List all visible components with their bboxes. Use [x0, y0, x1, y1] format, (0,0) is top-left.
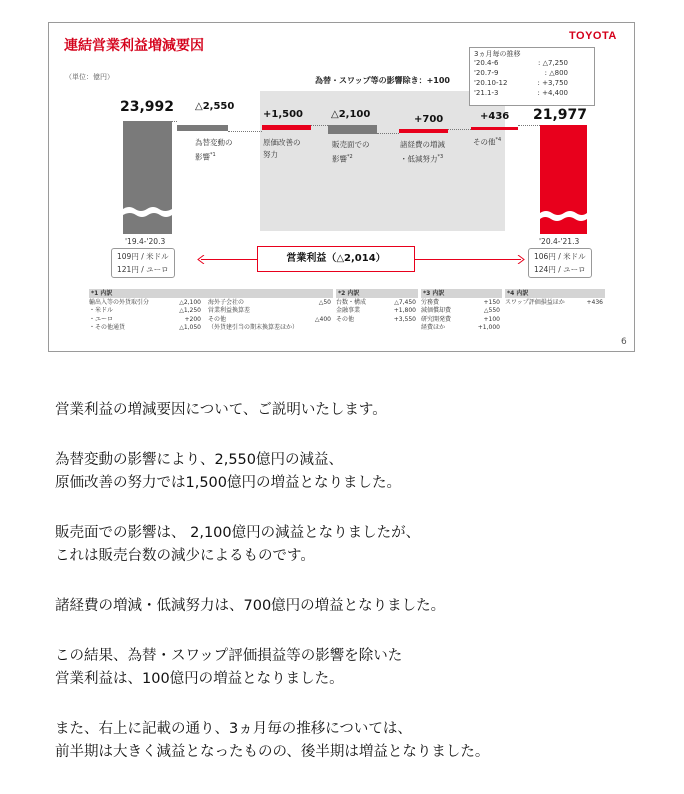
connector-line: [448, 129, 471, 130]
footnote-value: △1,250: [179, 307, 201, 315]
cost-reduction-label: 原価改善の 努力: [263, 138, 301, 159]
quarterly-row: '21.1-3 : +4,400: [474, 89, 568, 97]
footnote-value: +200: [184, 315, 201, 323]
footnote-value: +1,000: [477, 323, 500, 331]
footnote-row: [421, 316, 500, 324]
footnote-value: △550: [483, 307, 500, 315]
footnote-2-header: *2 内訳: [336, 289, 418, 298]
expenses-bar: [399, 129, 448, 133]
quarterly-row: '20.7-9 : △800: [474, 69, 568, 77]
footnote-label: ・米ドル: [89, 307, 114, 315]
connector-line: [311, 125, 328, 126]
footnote-label: 輸出入等の外貨取引分: [89, 299, 150, 306]
connector-line: [172, 121, 177, 122]
marketing-label: 販売面での 影響$^{*2}$: [332, 140, 370, 164]
footnote-row: [336, 316, 416, 324]
footnote-row: [336, 307, 416, 315]
footnote-1-header: *1 内訳: [89, 289, 333, 298]
narration-paragraph: [55, 718, 675, 764]
end-value: 21,977: [533, 107, 588, 123]
connector-line: [518, 125, 540, 126]
footnote-row: [421, 307, 500, 315]
quarterly-trend-box: [469, 47, 595, 106]
footnote-row: [208, 324, 331, 332]
footnote-label: 金融事業: [336, 307, 361, 315]
footnote-3-header: *3 内訳: [421, 289, 502, 298]
end-bar: [540, 125, 587, 234]
footnote-label: ・ユーロ: [89, 315, 114, 323]
footnote-value: △2,100: [179, 299, 201, 306]
footnote-label: スワップ評価損益ほか: [505, 299, 565, 306]
unit-label: （単位：億円）: [65, 73, 114, 81]
footnote-label: その他: [336, 315, 355, 323]
narration-text: [55, 399, 675, 764]
end-period: '20.4-'21.3: [539, 237, 580, 246]
narration-paragraph: [55, 449, 675, 495]
footnote-1-right: [208, 299, 331, 332]
arrow-line-right: [413, 259, 521, 260]
fx-swap-note: 為替・スワップ等の影響除き：+100: [314, 76, 450, 85]
footnote-label: （外貨建引当の期末換算差ほか）: [208, 323, 299, 331]
footnote-value: +436: [586, 299, 603, 306]
footnote-3-list: [421, 299, 500, 332]
footnote-row: [89, 307, 201, 315]
narration-paragraph: [55, 522, 675, 568]
start-period: '19.4-'20.3: [125, 237, 166, 246]
footnote-label: 台数・構成: [336, 299, 367, 306]
narration-line: 販売面での影響は、 2,100億円の減益となりましたが、: [55, 525, 421, 541]
start-bar: [123, 121, 172, 234]
fx-impact-label: 為替変動の 影響$^{*1}$: [195, 138, 233, 162]
footnote-label: 研究開発費: [421, 315, 452, 323]
footnote-row: [505, 299, 603, 307]
footnote-label: 経費ほか: [421, 323, 446, 331]
footnote-value: +100: [483, 315, 500, 323]
footnote-row: [208, 316, 331, 324]
footnote-label: 海外子会社の: [208, 299, 245, 306]
arrow-left-icon: [197, 255, 205, 264]
narration-line: 原価改善の努力では1,500億円の増益となりました。: [55, 475, 402, 491]
footnote-label: その他: [208, 315, 227, 323]
footnote-value: △7,450: [394, 299, 416, 306]
other-label: その他$^{*4}$: [473, 137, 502, 147]
footnote-label: ・その他通貨: [89, 323, 126, 331]
arrow-right-icon: [517, 255, 525, 264]
slide-title: 連結営業利益増減要因: [64, 38, 204, 54]
narration-line: 前半期は大きく減益となったものの、後半期は増益となりました。: [55, 744, 490, 760]
end-fx-rates: 106円 / 米ドル 124円 / ユーロ: [528, 248, 592, 278]
footnote-1-left: [89, 299, 201, 332]
footnote-value: +3,550: [393, 315, 416, 323]
expenses-label: 諸経費の増減 ・低減努力$^{*3}$: [400, 140, 445, 164]
quarterly-row: '20.4-6 : △7,250: [474, 59, 568, 67]
narration-line: これは販売台数の減少によるものです。: [55, 548, 315, 564]
cost-reduction-value: +1,500: [263, 109, 304, 120]
toyota-logo: TOYOTA: [569, 30, 617, 42]
break-wave-icon: [540, 209, 587, 223]
footnote-2-list: [336, 299, 416, 324]
footnote-value: +150: [483, 299, 500, 306]
start-fx-rates: 109円 / 米ドル 121円 / ユーロ: [111, 248, 175, 278]
footnote-value: +1,800: [393, 307, 416, 315]
narration-paragraph: [55, 595, 675, 618]
operating-income-box: 営業利益（△2,014）: [257, 246, 415, 272]
narration-paragraph: [55, 399, 675, 422]
fx-impact-value: △2,550: [195, 101, 235, 112]
footnote-row: [89, 324, 201, 332]
footnote-value: △50: [318, 299, 331, 306]
narration-line: 為替変動の影響により、2,550億円の減益、: [55, 452, 344, 468]
footnote-value: △1,050: [179, 323, 201, 331]
narration-paragraph: [55, 645, 675, 691]
footnote-value: △400: [314, 315, 331, 323]
marketing-bar: [328, 125, 377, 134]
footnote-row: [89, 316, 201, 324]
slide: [48, 22, 635, 352]
narration-line: 営業利益の増減要因について、ご説明いたします。: [55, 402, 387, 418]
quarterly-title: 3ヵ月毎の推移: [474, 50, 521, 58]
connector-line: [377, 133, 399, 134]
quarterly-row: '20.10-12 : +3,750: [474, 79, 568, 87]
footnote-label: 減価償却費: [421, 307, 452, 315]
marketing-value: △2,100: [331, 109, 371, 120]
narration-line: この結果、為替・スワップ評価損益等の影響を除いた: [55, 648, 403, 664]
footnote-row: [208, 307, 331, 315]
narration-line: 営業利益は、100億円の増益となりました。: [55, 671, 344, 687]
cost-reduction-bar: [262, 125, 311, 130]
narration-line: 諸経費の増減・低減努力は、700億円の増益となりました。: [55, 598, 446, 614]
footnote-row: [421, 324, 500, 332]
footnote-4-header: *4 内訳: [505, 289, 605, 298]
connector-line: [228, 131, 262, 132]
arrow-line-left: [201, 259, 257, 260]
page-number: 6: [621, 337, 627, 347]
footnote-label: 営業利益換算差: [208, 307, 251, 315]
footnote-label: 労務費: [421, 299, 440, 306]
start-value: 23,992: [120, 99, 175, 115]
narration-line: また、右上に記載の通り、3ヵ月毎の推移については、: [55, 721, 412, 737]
other-bar: [471, 127, 518, 130]
fx-impact-bar: [177, 125, 228, 131]
other-value: +436: [480, 111, 510, 122]
break-wave-icon: [123, 205, 172, 219]
footnote-4-list: [505, 299, 603, 307]
expenses-value: +700: [414, 114, 444, 125]
